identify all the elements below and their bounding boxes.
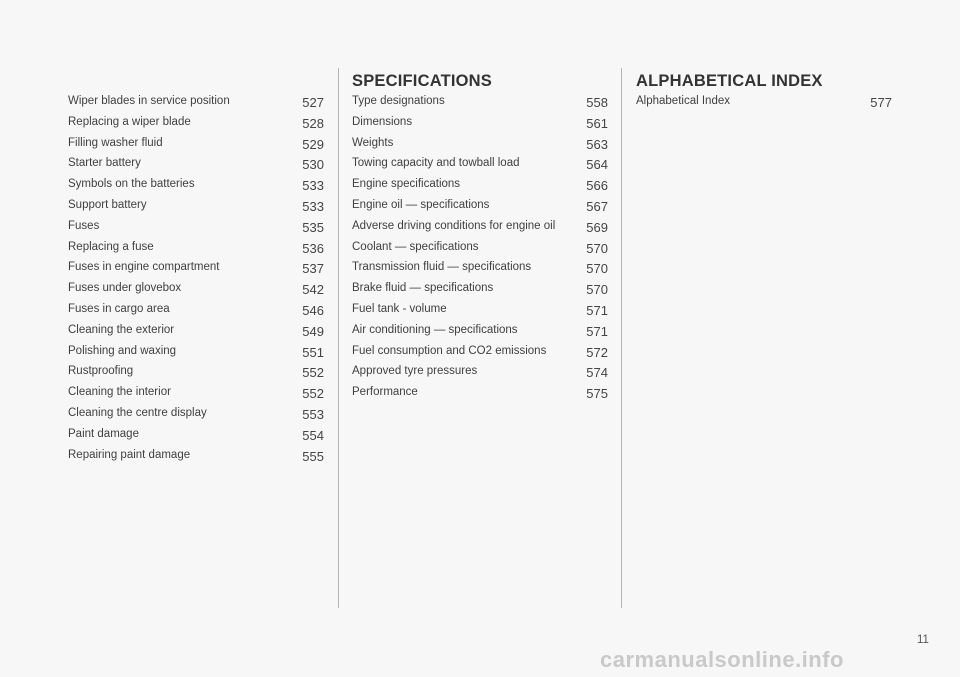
toc-entry-title: Symbols on the batteries xyxy=(68,178,195,191)
toc-entry[interactable] xyxy=(68,198,324,219)
toc-entry[interactable] xyxy=(352,323,608,344)
toc-entry-page: 574 xyxy=(586,365,608,381)
toc-entry-title: Wiper blades in service position xyxy=(68,95,230,107)
toc-entry[interactable] xyxy=(352,281,608,302)
toc-entry-title: Replacing a wiper blade xyxy=(68,115,191,128)
toc-entry-page: 570 xyxy=(586,282,608,298)
toc-entry[interactable] xyxy=(68,427,324,448)
toc-entry[interactable] xyxy=(68,136,324,157)
toc-entry-page: 575 xyxy=(586,386,608,402)
toc-entry-title: Fuses xyxy=(68,219,100,232)
column-divider xyxy=(621,68,622,608)
toc-entry[interactable] xyxy=(352,344,608,365)
toc-entry-page: 558 xyxy=(586,95,608,110)
toc-entry[interactable] xyxy=(68,364,324,385)
toc-entry-page: 569 xyxy=(586,219,608,235)
toc-entry-page: 542 xyxy=(302,282,324,298)
toc-entry[interactable] xyxy=(68,156,324,177)
toc-entry-page: 552 xyxy=(302,386,324,402)
toc-entry-title: Support battery xyxy=(68,198,147,211)
toc-entry[interactable] xyxy=(68,260,324,281)
toc-entry[interactable] xyxy=(68,281,324,302)
toc-entry[interactable] xyxy=(352,364,608,385)
toc-entry-page: 563 xyxy=(586,136,608,152)
toc-entry-page: 577 xyxy=(870,95,892,110)
toc-entry-page: 570 xyxy=(586,261,608,277)
toc-entry-page: 536 xyxy=(302,240,324,256)
toc-entry-page: 533 xyxy=(302,178,324,194)
page-number: 11 xyxy=(917,634,929,646)
toc-entry[interactable] xyxy=(352,260,608,281)
toc-entry[interactable] xyxy=(68,385,324,406)
toc-entry-page: 567 xyxy=(586,198,608,214)
toc-entry[interactable] xyxy=(68,448,324,469)
toc-entry[interactable] xyxy=(352,198,608,219)
toc-entry-page: 570 xyxy=(586,240,608,256)
toc-entry-page: 555 xyxy=(302,448,324,464)
toc-entry-page: 572 xyxy=(586,344,608,360)
toc-entry-title: Cleaning the exterior xyxy=(68,323,175,336)
toc-entry-page: 529 xyxy=(302,136,324,152)
toc-entry-page: 530 xyxy=(302,157,324,173)
toc-entry-title: Paint damage xyxy=(68,427,139,440)
toc-entry-page: 528 xyxy=(302,115,324,131)
specifications-toc-list xyxy=(352,94,608,406)
toc-entry-page: 571 xyxy=(586,302,608,318)
toc-entry-title: Towing capacity and towball load xyxy=(352,157,520,170)
toc-entry-page: 566 xyxy=(586,178,608,194)
toc-entry-title: Cleaning the centre display xyxy=(68,406,207,419)
toc-entry-page: 551 xyxy=(302,344,324,360)
toc-entry-page: 535 xyxy=(302,219,324,235)
toc-entry-title: Repairing paint damage xyxy=(68,448,191,461)
toc-entry-page: 537 xyxy=(302,261,324,277)
toc-entry-title: Filling washer fluid xyxy=(68,136,163,149)
toc-entry[interactable] xyxy=(352,136,608,157)
section-heading: SPECIFICATIONS xyxy=(352,72,493,90)
toc-entry[interactable] xyxy=(352,385,608,406)
toc-entry[interactable] xyxy=(68,177,324,198)
index-column xyxy=(636,68,892,115)
specifications-column xyxy=(352,68,608,406)
toc-entry-page: 533 xyxy=(302,198,324,214)
toc-entry-title: Engine oil — specifications xyxy=(352,198,490,211)
toc-entry-page: 527 xyxy=(302,95,324,110)
toc-entry-title: Performance xyxy=(352,386,418,399)
toc-entry[interactable] xyxy=(68,115,324,136)
toc-entry-title: Alphabetical Index xyxy=(636,95,730,107)
maintenance-column xyxy=(68,94,324,468)
toc-entry-title: Weights xyxy=(352,136,394,149)
toc-entry[interactable] xyxy=(352,302,608,323)
toc-entry[interactable] xyxy=(68,406,324,427)
toc-entry-page: 561 xyxy=(586,115,608,131)
toc-entry-title: Starter battery xyxy=(68,157,141,170)
index-toc-list xyxy=(636,94,892,115)
toc-entry[interactable] xyxy=(68,219,324,240)
toc-entry[interactable] xyxy=(68,323,324,344)
watermark-text: carmanualsonline.info xyxy=(600,647,844,672)
toc-entry-title: Transmission fluid — specifications xyxy=(352,261,532,274)
toc-entry-page: 571 xyxy=(586,323,608,339)
section-heading: ALPHABETICAL INDEX xyxy=(636,72,823,90)
toc-entry[interactable] xyxy=(68,302,324,323)
toc-entry[interactable] xyxy=(352,156,608,177)
toc-entry-title: Cleaning the interior xyxy=(68,386,171,399)
toc-entry[interactable] xyxy=(636,94,892,115)
maintenance-toc-list xyxy=(68,94,324,468)
toc-entry[interactable] xyxy=(352,240,608,261)
toc-entry-title: Air conditioning — specifications xyxy=(352,323,518,336)
toc-entry-page: 553 xyxy=(302,406,324,422)
toc-entry-title: Fuses in cargo area xyxy=(68,302,170,315)
toc-entry[interactable] xyxy=(68,94,324,115)
toc-entry-title: Fuel consumption and CO2 emissions xyxy=(352,344,547,357)
toc-entry-page: 564 xyxy=(586,157,608,173)
toc-entry-page: 552 xyxy=(302,365,324,381)
toc-entry[interactable] xyxy=(352,94,608,115)
toc-entry-title: Approved tyre pressures xyxy=(352,365,478,378)
toc-entry[interactable] xyxy=(68,240,324,261)
toc-entry-title: Engine specifications xyxy=(352,178,461,191)
toc-entry-title: Fuel tank - volume xyxy=(352,302,447,315)
toc-entry[interactable] xyxy=(352,115,608,136)
toc-entry-title: Adverse driving conditions for engine oil xyxy=(352,219,556,232)
toc-entry-title: Fuses in engine compartment xyxy=(68,261,220,274)
toc-entry-title: Dimensions xyxy=(352,115,413,128)
toc-entry-title: Replacing a fuse xyxy=(68,240,154,253)
toc-entry-title: Coolant — specifications xyxy=(352,240,479,253)
toc-entry-page: 549 xyxy=(302,323,324,339)
toc-entry-title: Fuses under glovebox xyxy=(68,282,182,295)
toc-entry-title: Brake fluid — specifications xyxy=(352,282,494,295)
toc-entry[interactable] xyxy=(352,219,608,240)
toc-entry[interactable] xyxy=(352,177,608,198)
toc-entry-title: Rustproofing xyxy=(68,365,134,378)
toc-entry-page: 554 xyxy=(302,427,324,443)
toc-entry-title: Type designations xyxy=(352,95,445,107)
toc-entry[interactable] xyxy=(68,344,324,365)
toc-entry-title: Polishing and waxing xyxy=(68,344,177,357)
column-divider xyxy=(338,68,339,608)
toc-entry-page: 546 xyxy=(302,302,324,318)
